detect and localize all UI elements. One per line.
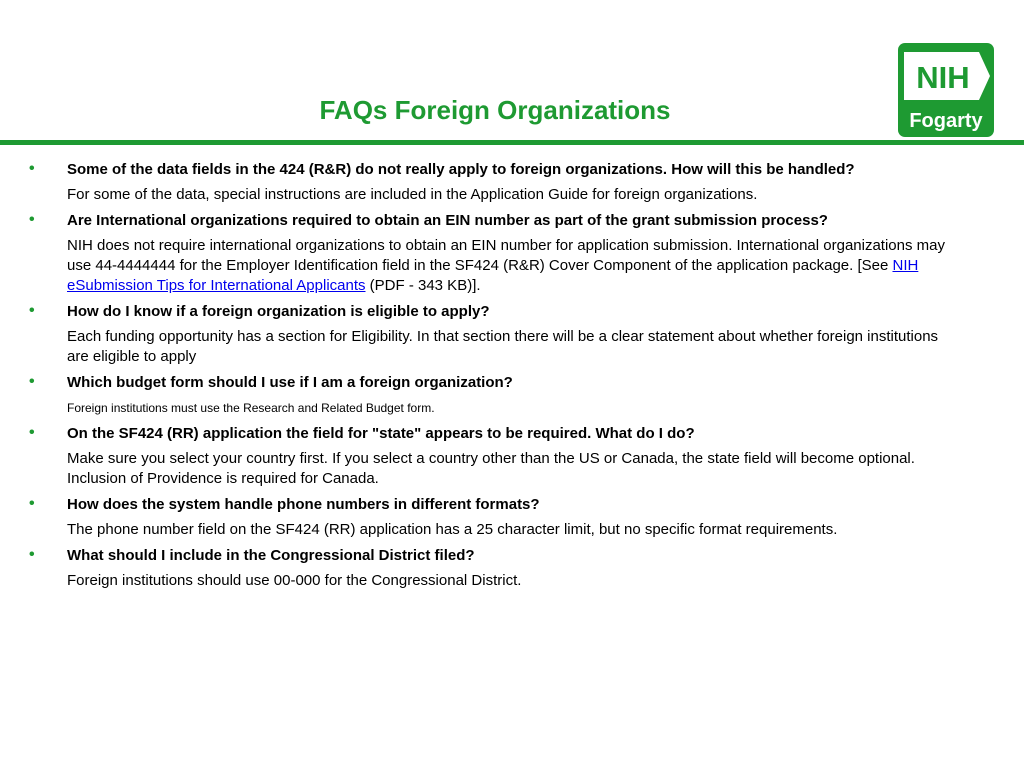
bullet-icon: • bbox=[29, 495, 35, 512]
faq-item bbox=[0, 494, 1024, 540]
faq-item bbox=[0, 423, 1024, 489]
logo-line1: NIH bbox=[916, 60, 970, 95]
logo-line2: Fogarty bbox=[909, 110, 983, 132]
nih-fogarty-logo bbox=[898, 43, 994, 137]
faq-answer: Foreign institutions should use 00-000 for the Congressional District. bbox=[67, 572, 522, 589]
faq-item bbox=[0, 372, 1024, 416]
faq-question: Which budget form should I use if I am a foreign organization? bbox=[67, 374, 513, 391]
esubmission-tips-link[interactable]: NIH eSubmission Tips for International Applicants bbox=[67, 257, 919, 294]
header-divider bbox=[0, 140, 1024, 145]
bullet-icon: • bbox=[29, 160, 35, 177]
faq-list bbox=[0, 159, 1024, 596]
faq-answer bbox=[67, 236, 952, 296]
faq-question: Some of the data fields in the 424 (R&R) do not really apply to foreign organizations. How will this be handled? bbox=[67, 161, 855, 178]
bullet-icon: • bbox=[29, 424, 35, 441]
nih-fogarty-logo-mark bbox=[898, 43, 994, 137]
faq-question: What should I include in the Congressional District filed? bbox=[67, 547, 475, 564]
faq-question: How do I know if a foreign organization is eligible to apply? bbox=[67, 303, 490, 320]
faq-answer: Make sure you select your country first. If you select a country other than the US or Canada, the state field will become optional. Inclusion of Providence is required for Canada. bbox=[67, 450, 915, 487]
bullet-icon: • bbox=[29, 546, 35, 563]
faq-item bbox=[0, 210, 1024, 296]
bullet-icon: • bbox=[29, 302, 35, 319]
bullet-icon: • bbox=[29, 211, 35, 228]
faq-answer: Each funding opportunity has a section for Eligibility. In that section there will be a clear statement about whether foreign institutions are eligible to apply bbox=[67, 328, 939, 365]
faq-item bbox=[0, 301, 1024, 367]
faq-question: Are International organizations required to obtain an EIN number as part of the grant submission process? bbox=[67, 212, 828, 229]
faq-answer: Foreign institutions must use the Research and Related Budget form. bbox=[67, 401, 435, 415]
faq-question: On the SF424 (RR) application the field for "state" appears to be required. What do I do? bbox=[67, 425, 695, 442]
page-title: FAQs Foreign Organizations bbox=[319, 95, 671, 125]
bullet-icon: • bbox=[29, 373, 35, 390]
faq-answer-text: NIH does not require international organizations to obtain an EIN number for application submission. International organizations may use 44-4444444 for the Employer Identification field in the SF424 (R&R) Cover Component of the application package. [See bbox=[67, 237, 945, 274]
faq-answer-text: (PDF - 343 KB)]. bbox=[365, 277, 481, 294]
faq-item bbox=[0, 545, 1024, 591]
faq-answer: The phone number field on the SF424 (RR) application has a 25 character limit, but no specific format requirements. bbox=[67, 521, 838, 538]
faq-question: How does the system handle phone numbers in different formats? bbox=[67, 496, 540, 513]
faq-item bbox=[0, 159, 1024, 205]
faq-answer: For some of the data, special instructions are included in the Application Guide for foreign organizations. bbox=[67, 186, 758, 203]
